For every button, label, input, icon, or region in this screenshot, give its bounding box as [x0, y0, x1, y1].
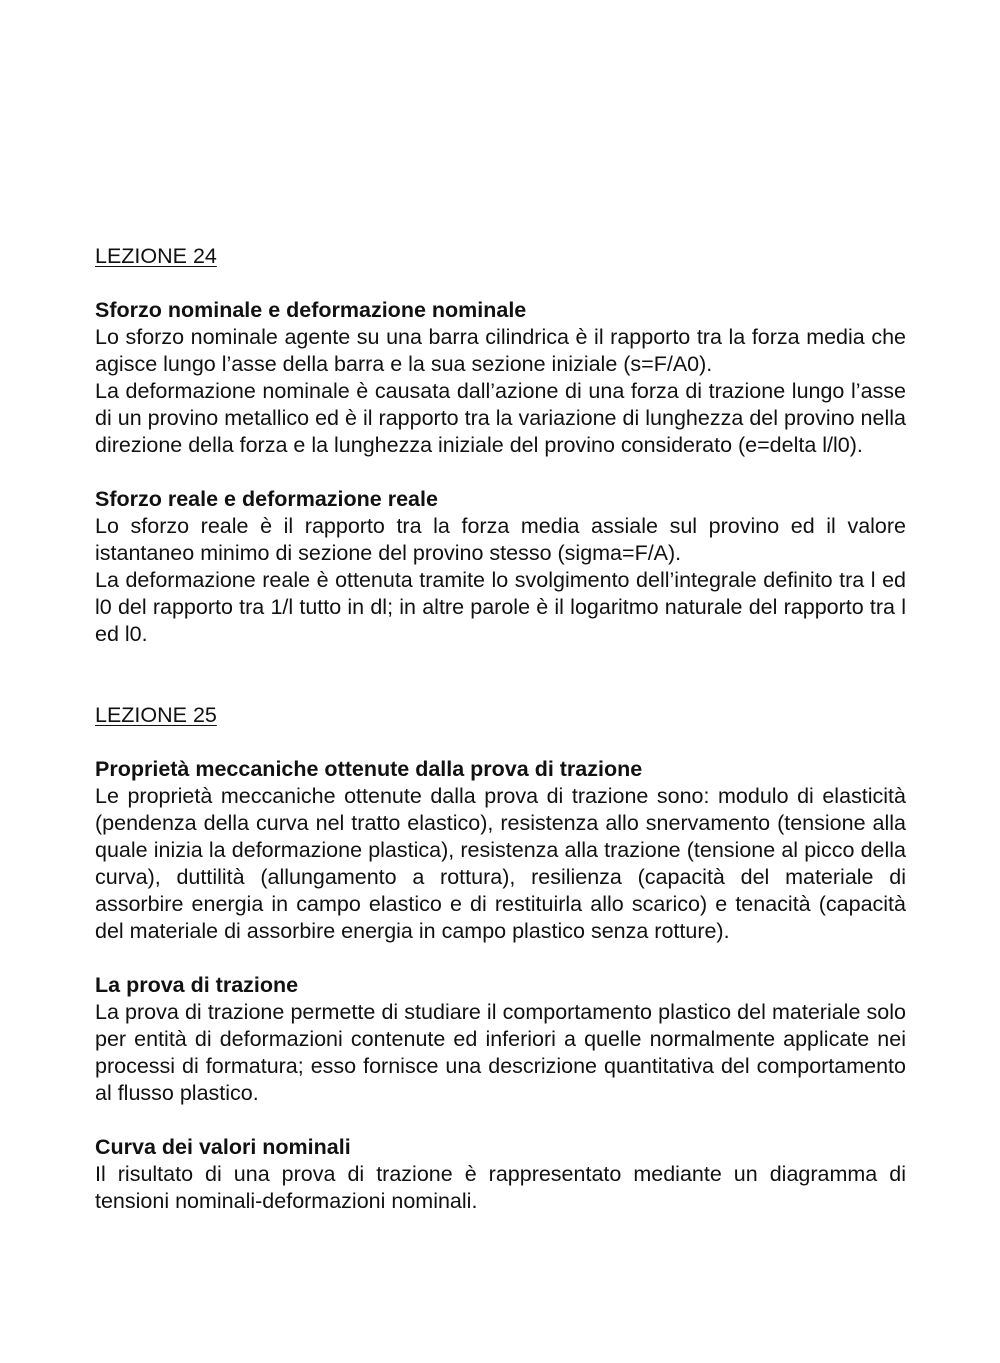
paragraph: La deformazione nominale è causata dall’azione di una forza di trazione lungo l’asse di un provino metallico ed è il rapporto tra la variazione di lunghezza del provino nella direzione della forza e la lunghezza iniziale del provino considerato (e=delta l/l0).: [95, 379, 906, 457]
spacer: [95, 1107, 906, 1134]
paragraph: La deformazione reale è ottenuta tramite lo svolgimento dell’integrale definito tra l ed l0 del rapporto tra 1/l tutto in dl; in altre parole è il logaritmo naturale del rapporto tra l ed l0.: [95, 568, 906, 646]
paragraph: Lo sforzo reale è il rapporto tra la forza media assiale sul provino ed il valore istantaneo minimo di sezione del provino stesso (sigma=F/A).: [95, 514, 906, 565]
lesson-heading: LEZIONE 24: [95, 244, 217, 268]
paragraph: Lo sforzo nominale agente su una barra cilindrica è il rapporto tra la forza media che agisce lungo l’asse della barra e la sua sezione iniziale (s=F/A0).: [95, 325, 906, 376]
paragraph: La prova di trazione permette di studiare il comportamento plastico del materiale solo per entità di deformazioni contenute ed inferiori a quelle normalmente applicate nei processi di formatura; esso fornisce una descrizione quantitativa del comportamento al flusso plastico.: [95, 1000, 906, 1105]
section-title: Proprietà meccaniche ottenute dalla prova di trazione: [95, 757, 643, 781]
section-title: Sforzo reale e deformazione reale: [95, 487, 438, 511]
spacer: [95, 459, 906, 486]
lesson-heading: LEZIONE 25: [95, 703, 217, 727]
document-page: [95, 243, 906, 1215]
paragraph: Il risultato di una prova di trazione è rappresentato mediante un diagramma di tensioni nominali-deformazioni nominali.: [95, 1162, 906, 1213]
spacer: [95, 270, 906, 297]
spacer: [95, 729, 906, 756]
section-title: Sforzo nominale e deformazione nominale: [95, 298, 527, 322]
section-title: La prova di trazione: [95, 973, 299, 997]
paragraph: Le proprietà meccaniche ottenute dalla prova di trazione sono: modulo di elasticità (pendenza della curva nel tratto elastico), resistenza allo snervamento (tensione alla quale inizia la deformazione plastica), resistenza alla trazione (tensione al picco della curva), duttilità (allungamento a rottura), resilienza (capacità del materiale di assorbire energia in campo elastico e di restituirla allo scarico) e tenacità (capacità del materiale di assorbire energia in campo plastico senza rotture).: [95, 784, 906, 943]
spacer: [95, 945, 906, 972]
spacer: [95, 648, 906, 702]
section-title: Curva dei valori nominali: [95, 1135, 351, 1159]
